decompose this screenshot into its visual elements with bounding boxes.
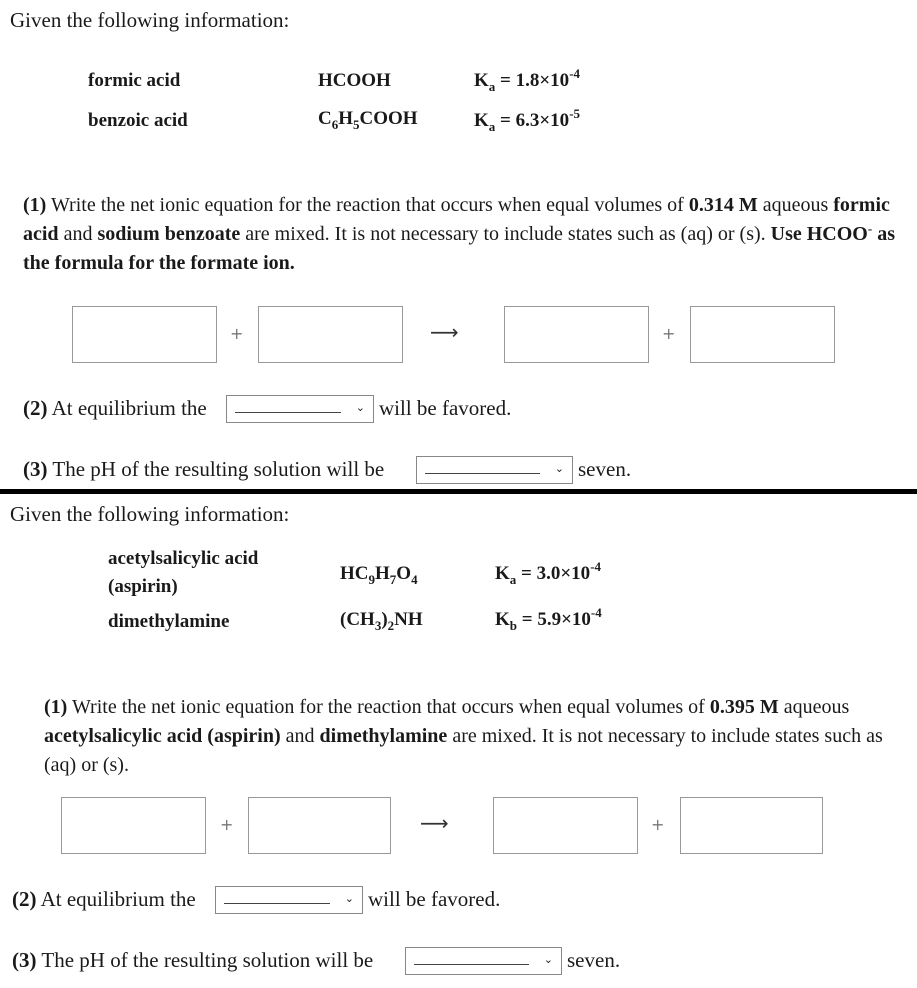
compound-formula: $C_6H_5COOH$ (318, 108, 418, 132)
question-3-suffix: seven. (567, 948, 621, 972)
ph-comparison-select[interactable] (405, 947, 562, 975)
compound-formula: $(CH_3)_2NH$ (340, 609, 423, 633)
reactant-1-input[interactable] (72, 306, 217, 363)
chevron-down-icon: ⌄ (355, 401, 365, 414)
reactant-2-input[interactable] (248, 797, 391, 854)
question-3-suffix: seven. (578, 457, 632, 481)
question-2-suffix: will be favored. (379, 396, 512, 420)
given-label: Given the following information: (10, 502, 290, 526)
chevron-down-icon: ⌄ (554, 462, 564, 475)
product-1-input[interactable] (493, 797, 638, 854)
plus-sign: + (230, 324, 244, 343)
reactant-1-input[interactable] (61, 797, 206, 854)
compound-name: acetylsalicylic acid (108, 548, 259, 569)
reactant-2-input[interactable] (258, 306, 403, 363)
question-3-text: (3) The pH of the resulting solution will be (12, 948, 374, 972)
favored-side-select[interactable] (226, 395, 374, 423)
equilibrium-constant: $K_a = 6.3\times 10^{-5}$ (474, 106, 581, 134)
question-1-text: (1) Write the net ionic equation for the reaction that occurs when equal volumes of 0.314 M aqueous formic acid and sodium benzoate are mixed. It is not necessary to include states such as (aq) or (s). Use HCOO- as the formula for the formate ion. (23, 194, 895, 274)
reaction-arrow-icon: ⟶ (420, 811, 449, 835)
section-divider (0, 489, 917, 494)
compound-name-line2: (aspirin) (108, 576, 178, 597)
reaction-arrow-icon: ⟶ (430, 320, 459, 344)
product-2-input[interactable] (690, 306, 835, 363)
equilibrium-constant: $K_a = 1.8\times 10^{-4}$ (474, 66, 581, 94)
equilibrium-constant: $K_a = 3.0\times 10^{-4}$ (495, 559, 602, 587)
compound-name: formic acid (88, 70, 181, 91)
question-3-text: (3) The pH of the resulting solution will be (23, 457, 385, 481)
plus-sign: + (651, 815, 665, 834)
product-1-input[interactable] (504, 306, 649, 363)
compound-name: dimethylamine (108, 611, 230, 632)
plus-sign: + (662, 324, 676, 343)
compound-formula: HCOOH (318, 70, 391, 91)
chevron-down-icon: ⌄ (344, 892, 354, 905)
question-2-suffix: will be favored. (368, 887, 501, 911)
equilibrium-constant: $K_b = 5.9\times 10^{-4}$ (495, 605, 602, 633)
product-2-input[interactable] (680, 797, 823, 854)
question-1-text: (1) Write the net ionic equation for the reaction that occurs when equal volumes of 0.395 M aqueous acetylsalicylic acid (aspirin) and dimethylamine are mixed. It is not necessary to include states such as (aq) or (s). (44, 696, 883, 776)
plus-sign: + (220, 815, 234, 834)
compound-formula: $HC_9H_7O_4$ (340, 563, 418, 587)
question-2-text: (2) At equilibrium the (23, 396, 207, 420)
question-2-text: (2) At equilibrium the (12, 887, 196, 911)
chevron-down-icon: ⌄ (543, 953, 553, 966)
compound-name: benzoic acid (88, 110, 188, 131)
given-label: Given the following information: (10, 8, 290, 32)
ph-comparison-select[interactable] (416, 456, 573, 484)
favored-side-select[interactable] (215, 886, 363, 914)
